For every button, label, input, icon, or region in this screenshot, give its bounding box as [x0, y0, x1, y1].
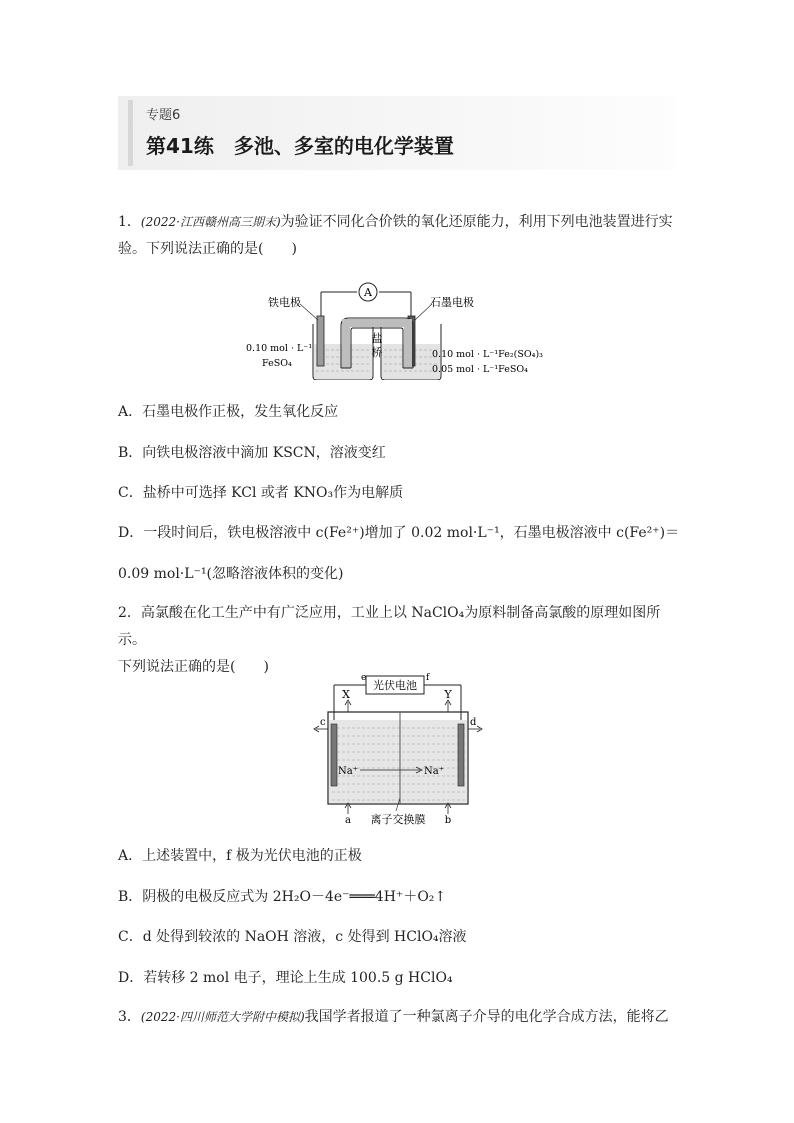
q2-stem-line1: 2．高氯酸在化工生产中有广泛应用，工业上以 NaClO₄为原料制备高氯酸的原理如图所示。 — [118, 605, 661, 648]
header-accent-bar — [128, 100, 133, 166]
inlet-b-label: b — [444, 815, 452, 826]
graphite-electrode-label: 石墨电极 — [430, 296, 474, 309]
membrane-label: 离子交换膜 — [370, 813, 426, 826]
q1-option-d[interactable]: D．一段时间后，铁电极溶液中 c(Fe²⁺)增加了 0.02 mol·L⁻¹，石墨电极溶液中 c(Fe²⁺)＝ — [118, 525, 680, 541]
photovoltaic-label: 光伏电池 — [373, 679, 417, 692]
inlet-a-label: a — [345, 815, 351, 826]
q2-option-a[interactable]: A．上述装置中，f 极为光伏电池的正极 — [118, 848, 362, 864]
ammeter-label: A — [364, 286, 372, 299]
q3-stem-line1: 3．(2022·四川师范大学附中模拟)我国学者报道了一种氯离子介导的电化学合成方法，能将乙 — [118, 1009, 669, 1025]
salt-bridge-label-1: 盐 — [371, 332, 383, 345]
q1-option-d-cont: 0.09 mol·L⁻¹(忽略溶液体积的变化) — [118, 566, 344, 582]
q2-option-d[interactable]: D．若转移 2 mol 电子，理论上生成 100.5 g HClO₄ — [118, 970, 453, 986]
right-solution-label-1: 0.10 mol · L⁻¹Fe₂(SO₄)₃ — [432, 349, 543, 360]
q3-source: (2022·四川师范大学附中模拟) — [140, 1010, 305, 1024]
topic-label: 专题6 — [146, 108, 181, 123]
right-electrode — [458, 724, 464, 786]
q1-stem — [118, 209, 680, 263]
outlet-x-label: X — [342, 688, 350, 701]
iron-electrode-label: 铁电极 — [268, 296, 301, 309]
lesson-number: 第41练 — [146, 134, 214, 158]
outlet-d-label: d — [470, 717, 477, 728]
iron-electrode — [317, 316, 324, 366]
q2-stem-line2: 下列说法正确的是( ) — [118, 659, 269, 675]
electrolyte — [329, 720, 467, 803]
terminal-f-label: f — [426, 673, 430, 683]
q1-option-a[interactable]: A．石墨电极作正极，发生氧化反应 — [118, 404, 339, 420]
q1-galvanic-cell-figure — [238, 280, 568, 380]
salt-bridge-label-2: 桥 — [371, 346, 383, 359]
right-solution-label-2: 0.05 mol · L⁻¹FeSO₄ — [432, 364, 528, 375]
q2-option-b[interactable]: B．阴极的电极反应式为 2H₂O－4e⁻═══4H⁺＋O₂↑ — [118, 889, 447, 905]
page-title — [146, 130, 454, 159]
outlet-c-label: c — [320, 717, 326, 728]
q3-stem — [118, 1004, 680, 1031]
q1-source: (2022·江西赣州高三期末) — [140, 215, 281, 229]
q1-stem-line2: 验。下列说法正确的是( ) — [118, 241, 297, 257]
lesson-title: 多池、多室的电化学装置 — [233, 134, 454, 158]
left-solution-label-2: FeSO₄ — [262, 358, 292, 369]
ion-na-right: Na⁺ — [424, 766, 444, 777]
left-solution-label-1: 0.10 mol · L⁻¹ — [246, 343, 313, 354]
section-header — [118, 96, 676, 170]
left-electrode — [331, 724, 337, 786]
q2-option-c[interactable]: C．d 处得到较浓的 NaOH 溶液，c 处得到 HClO₄溶液 — [118, 929, 467, 945]
q2-electrolysis-figure — [310, 668, 490, 828]
q1-option-b[interactable]: B．向铁电极溶液中滴加 KSCN，溶液变红 — [118, 445, 386, 461]
outlet-y-label: Y — [444, 688, 452, 701]
ion-na-left: Na⁺ — [338, 766, 358, 777]
q1-stem-line1: 1．(2022·江西赣州高三期末)为验证不同化合价铁的氧化还原能力，利用下列电池装置进行实 — [118, 214, 673, 230]
q1-option-c[interactable]: C．盐桥中可选择 KCl 或者 KNO₃作为电解质 — [118, 485, 404, 501]
terminal-e-label: e — [361, 673, 367, 683]
